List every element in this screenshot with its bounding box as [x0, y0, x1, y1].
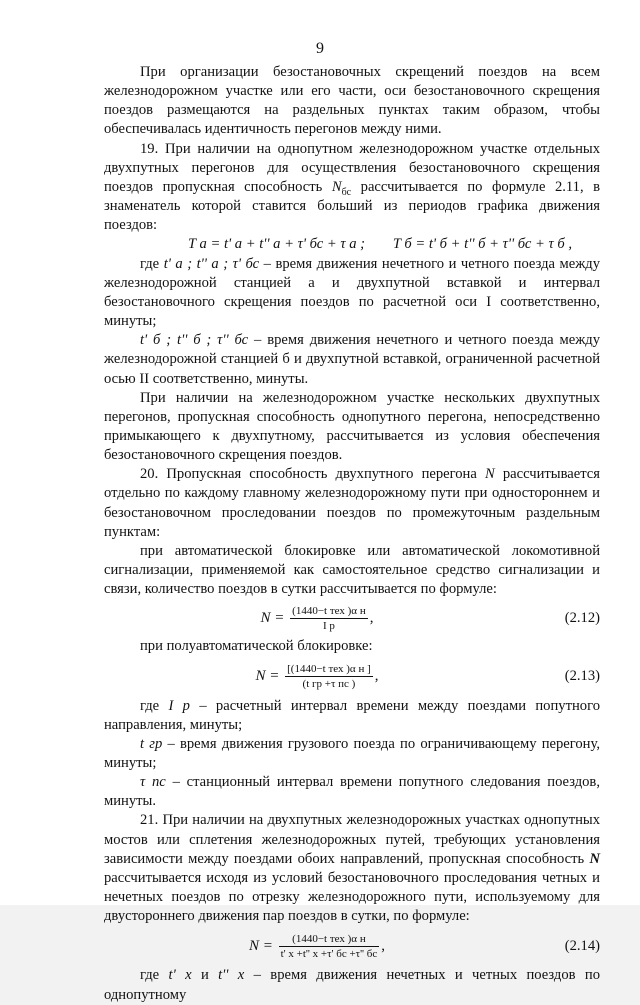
and-word: и: [200, 967, 209, 984]
formula-ta: T а = t' а + t'' а + τ' бс + τ а ;: [188, 236, 366, 253]
symbol-tx1: t' x: [168, 967, 192, 984]
formula-number: (2.13): [564, 667, 600, 684]
fraction-denominator: I р: [322, 619, 335, 632]
paragraph-intro: При организации безостановочных скрещений поездов на всем железнодорожном участке или его части, оси безостановочного скрещения поездов размещаются на раздельных пунктах таким образом, чтобы обеспечивалась идентичность перегонов между ними.: [104, 64, 600, 138]
paragraph-last: [104, 966, 600, 1004]
symbol-tps: τ пс: [140, 774, 166, 791]
formula-2-12: [104, 599, 600, 637]
formula-lhs: N =: [260, 609, 285, 626]
definition-tgr: [104, 735, 600, 773]
fraction-numerator: (1440−t тех )α н: [292, 604, 366, 617]
fraction-denominator: t' x +t'' x +τ' бс +τ'' бс: [280, 947, 378, 960]
paragraph-21: [104, 811, 600, 926]
formula-comma: ,: [369, 609, 374, 626]
fraction-numerator: (1440−t тех )α н: [279, 932, 380, 947]
definition-text-tgr: – время движения грузового поезда по ограничивающему перегону, минуты;: [104, 735, 600, 771]
formula-lhs: N =: [255, 667, 280, 684]
symbol-n: N: [331, 178, 342, 195]
formula-number: (2.12): [564, 609, 600, 626]
where-label: где: [140, 255, 160, 272]
formula-comma: ,: [374, 667, 379, 684]
definition-text-ip: – расчетный интервал времени между поездами попутного направления, минуты;: [104, 697, 600, 733]
definition-station-b: [104, 331, 600, 388]
fraction-denominator: (t гр +τ пс ): [302, 678, 356, 691]
paragraph-20-end: рассчитывается отдельно по каждому главному железнодорожному пути при одностороннем и безостановочном проследовании поездов по промежуточным раздельным пунктам:: [104, 466, 600, 540]
definition-text-a: – время движения нечетного и четного поезда между железнодорожной станцией а и двухпутной вставкой и интервал безостановочного скрещения поездов по расчетной оси I соответственно, минуты;: [104, 255, 601, 330]
formula-number: (2.14): [564, 937, 600, 954]
paragraph-auto-block: при автоматической блокировке или автоматической локомотивной сигнализации, применяемой как самостоятельное средство сигнализации и связи, количество поездов в сутки рассчитывается по формуле:: [104, 542, 600, 598]
paragraph-21-start: 21. При наличии на двухпутных железнодорожных участках однопутных мостов или сплетения железнодорожных путей, требующих установления зависимости между поездами обоих направлений, пропускная способность: [104, 812, 600, 867]
where-label: где: [140, 967, 160, 984]
definition-station-a: [104, 255, 600, 332]
symbol-tgr: t гр: [140, 735, 163, 752]
paragraph-20-start: 20. Пропускная способность двухпутного перегона: [140, 466, 477, 483]
paragraph-19-end: рассчитывается по формуле 2.11, в знаменатель которой ставится больший из периодов графика движения поездов:: [104, 178, 601, 234]
formula-2-13: [104, 657, 600, 697]
symbol-ip: I р: [168, 697, 190, 714]
formula-tb: T б = t' б + t'' б + τ'' бс + τ б ,: [392, 236, 572, 253]
formula-periods: [104, 235, 600, 254]
definition-tps: [104, 773, 600, 811]
paragraph-19: [104, 140, 600, 236]
paragraph-20: [104, 465, 600, 542]
symbol-tx2: t'' x: [218, 967, 245, 984]
definition-ip: [104, 697, 600, 735]
definition-text-tps: – станционный интервал времени попутного следования поездов, минуты.: [104, 774, 600, 810]
paragraph-last-text: – время движения нечетных и четных поездов по однопутному: [104, 967, 601, 1003]
where-label: где: [140, 697, 160, 714]
symbol-list-b: t' б ; t'' б ; τ'' бс: [140, 332, 249, 349]
formula-lhs: N =: [248, 937, 273, 954]
paragraph-21-end: рассчитывается исходя из условий безостановочного проследования четных и нечетных поездов по отрезку железнодорожного пути, используемому для двустороннего движения пар поездов в сутки, по формуле:: [104, 869, 600, 925]
symbol-n-bold: N: [589, 850, 601, 867]
page-content: [104, 63, 600, 1005]
fraction: [290, 604, 368, 633]
symbol-list-a: t' а ; t'' а ; τ' бс: [163, 255, 260, 272]
paragraph-several-segments: При наличии на железнодорожном участке нескольких двухпутных перегонов, пропускная способность однопутного перегона, непосредственно примыкающего к двухпутному, рассчитывается из условия обеспечения безостановочного скрещения поездов.: [104, 389, 600, 464]
paragraph-19-start: 19. При наличии на однопутном железнодорожном участке отдельных двухпутных перегонов для осуществления безостановочного скрещения поездов пропускная способность: [104, 140, 600, 195]
symbol-n: N: [484, 466, 495, 483]
formula-comma: ,: [381, 937, 386, 954]
symbol-n-subscript: бс: [341, 186, 352, 198]
fraction: [279, 932, 380, 961]
definition-text-b: – время движения нечетного и четного поезда между железнодорожной станцией б и двухпутной вставкой, ограниченной расчетной осью II соответственно, минуты.: [104, 332, 600, 387]
fraction-numerator: [(1440−t тех )α н ]: [287, 663, 371, 676]
fraction: [285, 662, 373, 691]
page-number: 9: [316, 40, 324, 57]
paragraph-semi-auto: при полуавтоматической блокировке:: [140, 638, 373, 655]
formula-2-14: [104, 926, 600, 966]
